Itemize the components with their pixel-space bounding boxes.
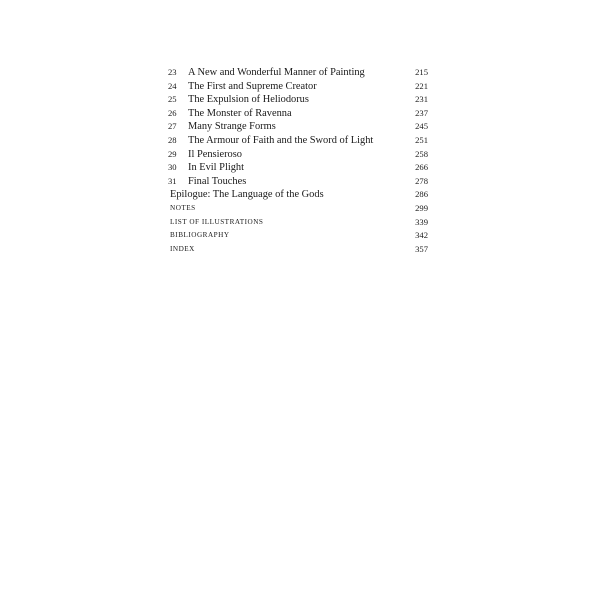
page-number: 258	[415, 148, 428, 159]
page-number: 251	[415, 134, 428, 145]
chapter-number: 28	[168, 134, 177, 145]
chapter-title: The First and Supreme Creator	[188, 80, 317, 92]
toc-row	[168, 161, 428, 175]
chapter-title: In Evil Plight	[188, 162, 244, 174]
page-number: 357	[415, 243, 428, 254]
toc-row-epilogue	[168, 188, 428, 202]
page-number: 266	[415, 162, 428, 173]
chapter-number: 23	[168, 67, 177, 77]
back-matter-title: BIBLIOGRAPHY	[170, 231, 230, 240]
page-number: 278	[415, 175, 428, 186]
chapter-title: A New and Wonderful Manner of Painting	[188, 67, 365, 78]
chapter-number: 27	[168, 121, 177, 132]
back-matter-title: INDEX	[170, 244, 195, 253]
chapter-number: 26	[168, 107, 177, 118]
toc-row	[168, 134, 428, 148]
toc-row	[168, 93, 428, 107]
chapter-number: 31	[168, 175, 177, 186]
page-number: 286	[415, 189, 428, 200]
chapter-title: The Expulsion of Heliodorus	[188, 94, 309, 106]
page-number: 299	[415, 202, 428, 213]
toc-row-list-of-illustrations	[168, 216, 428, 230]
chapter-title: The Monster of Ravenna	[188, 107, 292, 119]
chapter-number: 25	[168, 94, 177, 105]
page-number: 245	[415, 121, 428, 132]
chapter-title: Il Pensieroso	[188, 148, 242, 160]
chapter-number: 24	[168, 80, 177, 91]
back-matter-title: NOTES	[170, 203, 196, 212]
page-number: 231	[415, 94, 428, 105]
page-number: 339	[415, 216, 428, 227]
toc-row	[168, 175, 428, 189]
table-of-contents	[168, 66, 428, 256]
toc-row	[168, 148, 428, 162]
toc-row	[168, 107, 428, 121]
toc-row	[168, 66, 428, 80]
toc-row-notes	[168, 202, 428, 216]
chapter-title: Many Strange Forms	[188, 121, 276, 133]
toc-row-index	[168, 243, 428, 257]
toc-row-bibliography	[168, 229, 428, 243]
page-number: 221	[415, 80, 428, 91]
epilogue-title: Epilogue: The Language of the Gods	[170, 189, 324, 201]
toc-row	[168, 120, 428, 134]
chapter-number: 30	[168, 162, 177, 173]
page-number: 215	[415, 67, 428, 77]
chapter-title: The Armour of Faith and the Sword of Light	[188, 134, 374, 146]
page-number: 237	[415, 107, 428, 118]
back-matter-title: LIST OF ILLUSTRATIONS	[170, 217, 264, 226]
page-number: 342	[415, 230, 428, 241]
toc-row	[168, 80, 428, 94]
chapter-title: Final Touches	[188, 175, 247, 187]
chapter-number: 29	[168, 148, 177, 159]
